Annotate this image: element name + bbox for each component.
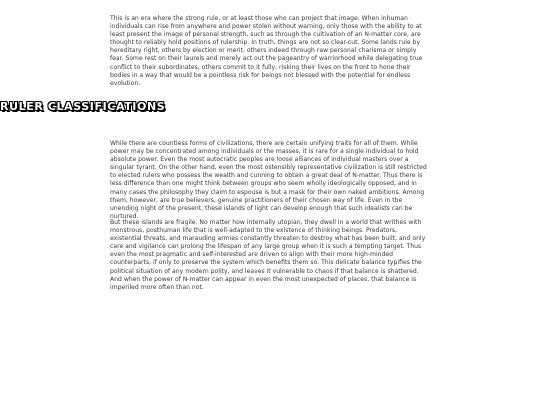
body-paragraph-2: But these islands are fragile. No matter how internally utopian, they dwell in a world that writhes with monstrous, posthuman life that is well-adapted to the existence of thinking beings. Predators, existential threats, and marauding armies constantly threaten to destroy what has been built, and only care and vigilance can prolong the lifespan of any large group when it is such a tempting target. Thus even the most pragmatic and self-interested are driven to align with their more high-minded counterparts, if only to preserve the system which benefits them so. This delicate balance typifies the political situation of any modern polity, and leaves it vulnerable to chaos if that balance is shattered. And when the power of N-matter can appear in even the most unexpected of places, that balance is imperiled more often than not. (110, 219, 426, 291)
intro-paragraph: This is an era where the strong rule, or at least those who can project that image. When inhuman individuals can rise from anywhere and power stolen without warning, only those with the ability to at least present the image of personal strength, such as through the cultivation of an N-matter core, are thought to reliably hold positions of rulership. In truth, things are not so clear-cut. Some lands rule by hereditary right, others by election or merit, others indeed through raw personal charisma or simply fear. Some rest on their laurels and merely act out the pageantry of warriorhood while delegating true conflict to their subordinates, others commit to it fully, risking their lives on the front to hone their bodies in a way that would be a pointless risk for beings not blessed with the potential for endless evolution. (110, 15, 423, 87)
body-paragraph-1: While there are countless forms of civilizations, there are certain unifying traits for all of them. While power may be concentrated among individuals or the masses, it is rare for a single individual to hold absolute power. Even the most autocratic peoples are loose alliances of individual masters over a singular tyrant. On the other hand, even the most ostensibly representative civilization is still restricted to elected rulers who possess the wealth and cunning to obtain a great deal of N-matter. Thus there is less difference than one might think between groups who seem wholly ideologically opposed, and in many cases the philosophy they claim to espouse is but a mask for their own naked ambitions. Among them, however, are true believers, genuine practitioners of their chosen way of life. Even in the unending night of the present, these islands of light can develop enough that such idealists can be nurtured. (110, 140, 427, 220)
section-heading: RULER CLASSIFICATIONS (0, 100, 166, 113)
